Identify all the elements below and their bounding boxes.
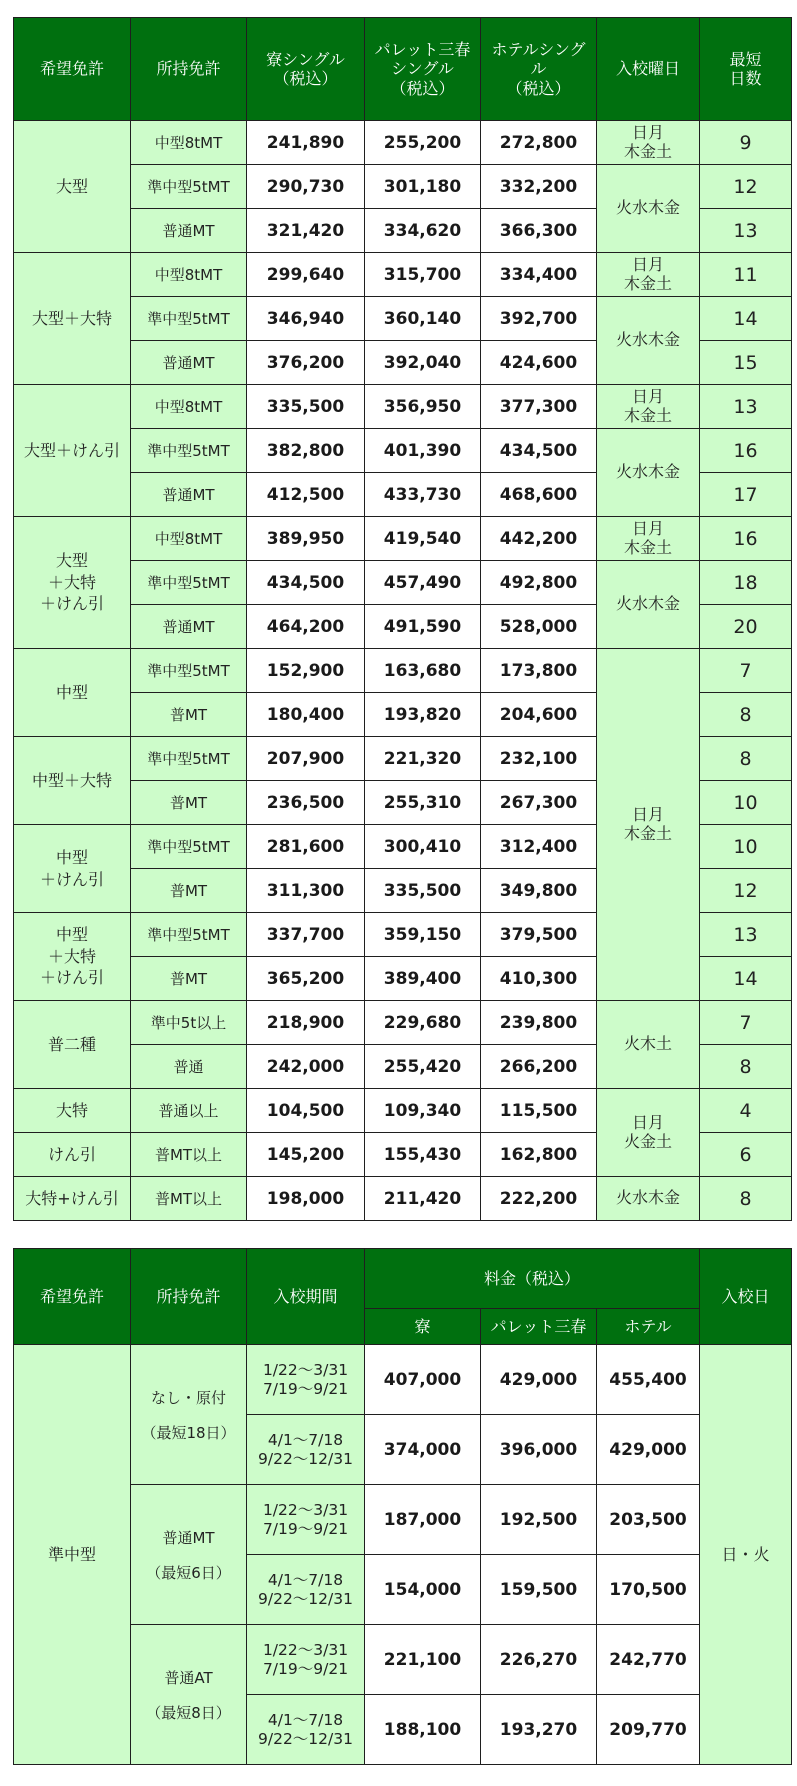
held-license-cell: 準中型5tMT (131, 297, 247, 341)
min-days-cell: 10 (700, 825, 792, 869)
table1-header-row (14, 18, 792, 121)
entry-weekday-cell: 火水木金 (597, 429, 700, 517)
header-entry-period: 入校期間 (247, 1249, 365, 1345)
min-days-cell: 15 (700, 341, 792, 385)
hotel-price-cell: 239,800 (481, 1001, 597, 1045)
held-license-cell: 準中型5tMT (131, 561, 247, 605)
palette-price-cell: 433,730 (365, 473, 481, 517)
entry-weekday-cell: 火水木金 (597, 297, 700, 385)
hotel-price-cell: 272,800 (481, 121, 597, 165)
table-row (14, 385, 792, 429)
min-days-cell: 4 (700, 1089, 792, 1133)
dorm-price-cell: 376,200 (247, 341, 365, 385)
min-days-cell: 16 (700, 517, 792, 561)
header-dorm-single: 寮シングル （税込） (247, 18, 365, 121)
held-license-cell: 準中型5tMT (131, 913, 247, 957)
table-row (14, 1345, 792, 1415)
min-days-cell: 8 (700, 1177, 792, 1221)
palette-price-cell: 300,410 (365, 825, 481, 869)
dorm-price-cell: 218,900 (247, 1001, 365, 1045)
table-row (14, 1625, 792, 1695)
entry-day-cell: 日・火 (700, 1345, 792, 1765)
min-days-cell: 7 (700, 1001, 792, 1045)
entry-weekday-cell: 日月 木金土 (597, 121, 700, 165)
hotel-price-cell: 434,500 (481, 429, 597, 473)
hotel-price-cell: 424,600 (481, 341, 597, 385)
hotel-price-cell: 242,770 (597, 1625, 700, 1695)
palette-price-cell: 396,000 (481, 1415, 597, 1485)
table-row (14, 561, 792, 605)
palette-price-cell: 491,590 (365, 605, 481, 649)
table-row (14, 165, 792, 209)
table2-header-row (14, 1249, 792, 1309)
hotel-price-cell: 170,500 (597, 1555, 700, 1625)
desired-license-cell: 大型＋けん引 (14, 385, 131, 517)
desired-license-cell: 準中型 (14, 1345, 131, 1765)
held-license-cell (131, 1485, 247, 1625)
desired-license-cell: 大型 (14, 121, 131, 253)
header-desired-license: 希望免許 (14, 1249, 131, 1345)
held-license-cell: 普通MT (131, 473, 247, 517)
held-license-cell: 準中型5tMT (131, 737, 247, 781)
header-desired-license: 希望免許 (14, 18, 131, 121)
held-license-cell: 準中5t以上 (131, 1001, 247, 1045)
palette-price-cell: 389,400 (365, 957, 481, 1001)
hotel-price-cell: 204,600 (481, 693, 597, 737)
dorm-price-cell: 434,500 (247, 561, 365, 605)
palette-price-cell: 109,340 (365, 1089, 481, 1133)
held-license-label: 普通AT (164, 1668, 213, 1687)
palette-price-cell: 255,420 (365, 1045, 481, 1089)
palette-price-cell: 192,500 (481, 1485, 597, 1555)
header-palette: パレット三春 (481, 1309, 597, 1345)
dorm-price-cell: 207,900 (247, 737, 365, 781)
desired-license-cell: 大特+けん引 (14, 1177, 131, 1221)
dorm-price-cell: 389,950 (247, 517, 365, 561)
hotel-price-cell: 312,400 (481, 825, 597, 869)
table-row (14, 429, 792, 473)
desired-license-cell: 中型 ＋大特 ＋けん引 (14, 913, 131, 1001)
min-days-cell: 12 (700, 869, 792, 913)
dorm-price-cell: 382,800 (247, 429, 365, 473)
desired-license-cell: けん引 (14, 1133, 131, 1177)
dorm-price-cell: 241,890 (247, 121, 365, 165)
min-days-cell: 13 (700, 913, 792, 957)
dorm-price-cell: 187,000 (365, 1485, 481, 1555)
hotel-price-cell: 332,200 (481, 165, 597, 209)
palette-price-cell: 301,180 (365, 165, 481, 209)
hotel-price-cell: 203,500 (597, 1485, 700, 1555)
hotel-price-cell: 468,600 (481, 473, 597, 517)
held-license-cell (131, 1625, 247, 1765)
entry-weekday-cell: 日月 火金土 (597, 1089, 700, 1177)
min-days-cell: 8 (700, 1045, 792, 1089)
desired-license-cell: 大型 ＋大特 ＋けん引 (14, 517, 131, 649)
desired-license-cell: 大型＋大特 (14, 253, 131, 385)
min-days-note: （最短8日） (146, 1703, 231, 1722)
min-days-cell: 18 (700, 561, 792, 605)
header-min-days: 最短 日数 (700, 18, 792, 121)
held-license-cell: 中型8tMT (131, 253, 247, 297)
dorm-price-cell: 152,900 (247, 649, 365, 693)
dorm-price-cell: 290,730 (247, 165, 365, 209)
hotel-price-cell: 232,100 (481, 737, 597, 781)
hotel-price-cell: 349,800 (481, 869, 597, 913)
held-license-cell: 準中型5tMT (131, 825, 247, 869)
palette-price-cell: 392,040 (365, 341, 481, 385)
entry-weekday-cell: 火水木金 (597, 1177, 700, 1221)
desired-license-cell: 普二種 (14, 1001, 131, 1089)
dorm-price-cell: 180,400 (247, 693, 365, 737)
hotel-price-cell: 410,300 (481, 957, 597, 1001)
dorm-price-cell: 337,700 (247, 913, 365, 957)
desired-license-cell: 大特 (14, 1089, 131, 1133)
min-days-cell: 6 (700, 1133, 792, 1177)
entry-weekday-cell: 日月 木金土 (597, 517, 700, 561)
palette-price-cell: 226,270 (481, 1625, 597, 1695)
palette-price-cell: 159,500 (481, 1555, 597, 1625)
min-days-cell: 7 (700, 649, 792, 693)
header-held-license: 所持免許 (131, 1249, 247, 1345)
hotel-price-cell: 334,400 (481, 253, 597, 297)
held-license-cell: 普MT (131, 869, 247, 913)
entry-period-cell: 4/1～7/18 9/22～12/31 (247, 1415, 365, 1485)
dorm-price-cell: 221,100 (365, 1625, 481, 1695)
palette-price-cell: 335,500 (365, 869, 481, 913)
header-held-license: 所持免許 (131, 18, 247, 121)
entry-period-cell: 4/1～7/18 9/22～12/31 (247, 1695, 365, 1765)
dorm-price-cell: 104,500 (247, 1089, 365, 1133)
header-dorm: 寮 (365, 1309, 481, 1345)
held-license-cell: 普MT以上 (131, 1177, 247, 1221)
header-fee: 料金（税込） (365, 1249, 700, 1309)
dorm-price-cell: 145,200 (247, 1133, 365, 1177)
held-license-cell: 中型8tMT (131, 517, 247, 561)
dorm-price-cell: 311,300 (247, 869, 365, 913)
palette-price-cell: 211,420 (365, 1177, 481, 1221)
held-license-cell: 普通MT (131, 209, 247, 253)
desired-license-cell: 中型 ＋けん引 (14, 825, 131, 913)
table-row (14, 649, 792, 693)
dorm-price-cell: 464,200 (247, 605, 365, 649)
entry-weekday-cell: 日月 木金土 (597, 253, 700, 297)
dorm-price-cell: 407,000 (365, 1345, 481, 1415)
palette-price-cell: 255,310 (365, 781, 481, 825)
palette-price-cell: 334,620 (365, 209, 481, 253)
dorm-price-cell: 412,500 (247, 473, 365, 517)
held-license-label: なし・原付 (150, 1388, 226, 1407)
dorm-price-cell: 321,420 (247, 209, 365, 253)
hotel-price-cell: 392,700 (481, 297, 597, 341)
held-license-cell: 普MT以上 (131, 1133, 247, 1177)
held-license-cell: 中型8tMT (131, 385, 247, 429)
dorm-price-cell: 374,000 (365, 1415, 481, 1485)
hotel-price-cell: 209,770 (597, 1695, 700, 1765)
hotel-price-cell: 429,000 (597, 1415, 700, 1485)
min-days-cell: 8 (700, 693, 792, 737)
palette-price-cell: 193,820 (365, 693, 481, 737)
entry-period-cell: 1/22～3/31 7/19～9/21 (247, 1345, 365, 1415)
header-palette-single: パレット三春 シングル （税込） (365, 18, 481, 121)
hotel-price-cell: 379,500 (481, 913, 597, 957)
entry-period-cell: 1/22～3/31 7/19～9/21 (247, 1485, 365, 1555)
min-days-cell: 8 (700, 737, 792, 781)
min-days-cell: 20 (700, 605, 792, 649)
hotel-price-cell: 377,300 (481, 385, 597, 429)
hotel-price-cell: 442,200 (481, 517, 597, 561)
entry-weekday-cell: 日月 木金土 (597, 385, 700, 429)
table-row (14, 1001, 792, 1045)
table-row (14, 1485, 792, 1555)
min-days-cell: 13 (700, 385, 792, 429)
min-days-note: （最短18日） (141, 1423, 236, 1442)
table-row (14, 121, 792, 165)
table-row (14, 1089, 792, 1133)
held-license-cell: 普通以上 (131, 1089, 247, 1133)
min-days-cell: 14 (700, 297, 792, 341)
dorm-price-cell: 242,000 (247, 1045, 365, 1089)
hotel-price-cell: 366,300 (481, 209, 597, 253)
price-table-main (13, 17, 792, 1221)
price-table-semi-medium (13, 1248, 792, 1765)
desired-license-cell: 中型 (14, 649, 131, 737)
palette-price-cell: 155,430 (365, 1133, 481, 1177)
min-days-cell: 14 (700, 957, 792, 1001)
dorm-price-cell: 236,500 (247, 781, 365, 825)
hotel-price-cell: 266,200 (481, 1045, 597, 1089)
header-entry-day: 入校日 (700, 1249, 792, 1345)
held-license-cell: 準中型5tMT (131, 429, 247, 473)
dorm-price-cell: 281,600 (247, 825, 365, 869)
min-days-cell: 11 (700, 253, 792, 297)
palette-price-cell: 315,700 (365, 253, 481, 297)
palette-price-cell: 401,390 (365, 429, 481, 473)
held-license-cell: 中型8tMT (131, 121, 247, 165)
dorm-price-cell: 346,940 (247, 297, 365, 341)
entry-weekday-cell: 日月 木金土 (597, 649, 700, 1001)
min-days-cell: 12 (700, 165, 792, 209)
palette-price-cell: 356,950 (365, 385, 481, 429)
palette-price-cell: 419,540 (365, 517, 481, 561)
palette-price-cell: 457,490 (365, 561, 481, 605)
desired-license-cell: 中型＋大特 (14, 737, 131, 825)
palette-price-cell: 193,270 (481, 1695, 597, 1765)
hotel-price-cell: 455,400 (597, 1345, 700, 1415)
min-days-cell: 10 (700, 781, 792, 825)
held-license-cell: 普MT (131, 693, 247, 737)
dorm-price-cell: 198,000 (247, 1177, 365, 1221)
min-days-cell: 17 (700, 473, 792, 517)
palette-price-cell: 360,140 (365, 297, 481, 341)
held-license-cell (131, 1345, 247, 1485)
min-days-cell: 16 (700, 429, 792, 473)
held-license-cell: 普MT (131, 957, 247, 1001)
table-row (14, 297, 792, 341)
held-license-cell: 普通 (131, 1045, 247, 1089)
palette-price-cell: 221,320 (365, 737, 481, 781)
min-days-cell: 13 (700, 209, 792, 253)
dorm-price-cell: 154,000 (365, 1555, 481, 1625)
dorm-price-cell: 335,500 (247, 385, 365, 429)
header-entry-weekday: 入校曜日 (597, 18, 700, 121)
entry-weekday-cell: 火水木金 (597, 561, 700, 649)
palette-price-cell: 359,150 (365, 913, 481, 957)
hotel-price-cell: 115,500 (481, 1089, 597, 1133)
min-days-note: （最短6日） (146, 1563, 231, 1582)
palette-price-cell: 229,680 (365, 1001, 481, 1045)
held-license-cell: 普MT (131, 781, 247, 825)
hotel-price-cell: 528,000 (481, 605, 597, 649)
table-row (14, 517, 792, 561)
hotel-price-cell: 173,800 (481, 649, 597, 693)
entry-period-cell: 4/1～7/18 9/22～12/31 (247, 1555, 365, 1625)
held-license-cell: 普通MT (131, 341, 247, 385)
entry-period-cell: 1/22～3/31 7/19～9/21 (247, 1625, 365, 1695)
min-days-cell: 9 (700, 121, 792, 165)
hotel-price-cell: 492,800 (481, 561, 597, 605)
palette-price-cell: 255,200 (365, 121, 481, 165)
hotel-price-cell: 222,200 (481, 1177, 597, 1221)
header-hotel: ホテル (597, 1309, 700, 1345)
table-row (14, 1177, 792, 1221)
dorm-price-cell: 188,100 (365, 1695, 481, 1765)
palette-price-cell: 163,680 (365, 649, 481, 693)
palette-price-cell: 429,000 (481, 1345, 597, 1415)
entry-weekday-cell: 火木土 (597, 1001, 700, 1089)
hotel-price-cell: 267,300 (481, 781, 597, 825)
held-license-cell: 準中型5tMT (131, 165, 247, 209)
dorm-price-cell: 299,640 (247, 253, 365, 297)
dorm-price-cell: 365,200 (247, 957, 365, 1001)
entry-weekday-cell: 火水木金 (597, 165, 700, 253)
held-license-label: 普通MT (162, 1528, 215, 1547)
table-row (14, 253, 792, 297)
hotel-price-cell: 162,800 (481, 1133, 597, 1177)
held-license-cell: 準中型5tMT (131, 649, 247, 693)
held-license-cell: 普通MT (131, 605, 247, 649)
header-hotel-single: ホテルシング ル （税込） (481, 18, 597, 121)
